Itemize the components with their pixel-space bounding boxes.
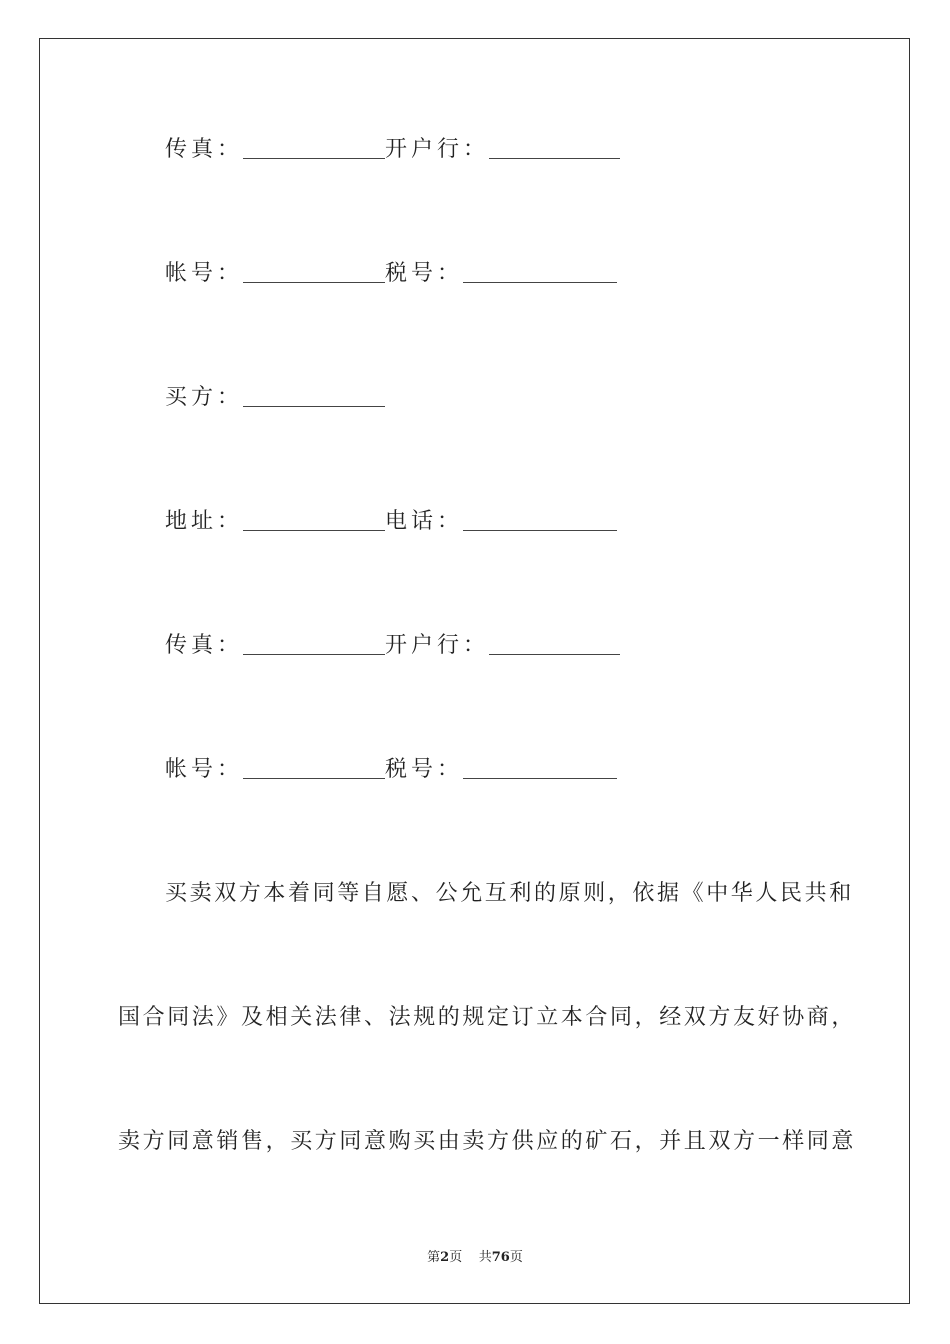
footer-page-unit: 页 xyxy=(449,1250,463,1265)
buyer-tax-label: 税号： xyxy=(385,757,464,782)
buyer-bank-blank xyxy=(489,632,620,655)
buyer-fax-bank-row xyxy=(165,631,620,661)
buyer-fax-blank xyxy=(243,632,385,655)
buyer-bank-label: 开户行： xyxy=(385,633,490,658)
buyer-row xyxy=(165,383,385,413)
seller-fax-bank-row xyxy=(165,135,620,165)
paragraph-line-2: 国合同法》及相关法律、法规的规定订立本合同，经双方友好协商， xyxy=(118,1005,857,1030)
page-frame xyxy=(39,38,910,1304)
fax-blank xyxy=(243,136,385,159)
seller-account-tax-row xyxy=(165,259,617,289)
phone-label: 电话： xyxy=(385,509,464,534)
paragraph-line-3: 卖方同意销售，买方同意购买由卖方供应的矿石，并且双方一样同意 xyxy=(118,1129,857,1154)
fax-label: 传真： xyxy=(165,137,244,162)
buyer-fax-label: 传真： xyxy=(165,633,244,658)
tax-label: 税号： xyxy=(385,261,464,286)
buyer-address-phone-row xyxy=(165,507,617,537)
address-blank xyxy=(243,508,385,531)
footer-total-prefix: 共 xyxy=(478,1250,492,1265)
tax-blank xyxy=(463,260,617,283)
bank-blank xyxy=(489,136,620,159)
footer-total-unit: 页 xyxy=(509,1250,523,1265)
bank-label: 开户行： xyxy=(385,137,490,162)
buyer-account-tax-row xyxy=(165,755,617,785)
address-label: 地址： xyxy=(165,509,244,534)
account-blank xyxy=(243,260,385,283)
account-label: 帐号： xyxy=(165,261,244,286)
footer-total-number: 76 xyxy=(491,1250,510,1265)
buyer-account-label: 帐号： xyxy=(165,757,244,782)
buyer-label: 买方： xyxy=(165,385,244,410)
buyer-tax-blank xyxy=(463,756,617,779)
paragraph-line-1: 买卖双方本着同等自愿、公允互利的原则，依据《中华人民共和 xyxy=(165,881,854,906)
buyer-blank xyxy=(243,384,385,407)
footer-page-number: 2 xyxy=(440,1250,450,1265)
footer-prefix: 第 xyxy=(427,1250,441,1265)
buyer-account-blank xyxy=(243,756,385,779)
page-footer xyxy=(0,1246,950,1265)
phone-blank xyxy=(463,508,617,531)
